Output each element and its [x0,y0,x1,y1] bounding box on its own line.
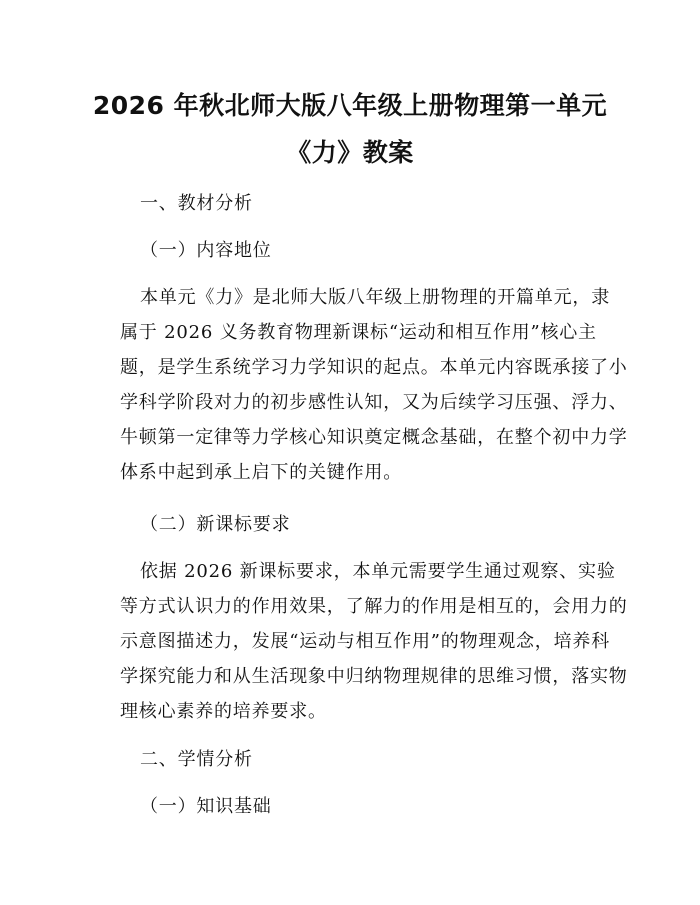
paragraph-line: 属于 2026 义务教育物理新课标“运动和相互作用”核心主 [120,322,597,343]
paragraph-line: 本单元《力》是北师大版八年级上册物理的开篇单元，隶 [140,287,610,308]
section-heading-1: 一、教材分析 [140,193,253,214]
subheading-curriculum-requirements: （二）新课标要求 [140,514,291,535]
paragraph-line: 示意图描述力，发展“运动与相互作用”的物理观念，培养科 [120,631,611,652]
paragraph-line: 体系中起到承上启下的关键作用。 [120,462,402,483]
paragraph-line: 学探究能力和从生活现象中归纳物理规律的思维习惯，落实物 [120,666,628,687]
section-heading-2: 二、学情分析 [140,749,253,770]
paragraph-line: 理核心素养的培养要求。 [120,701,327,722]
subheading-content-position: （一）内容地位 [140,240,272,261]
paragraph-line: 依据 2026 新课标要求，本单元需要学生通过观察、实验 [140,561,616,582]
document-title-line-2: 《力》教案 [286,138,414,167]
subheading-knowledge-foundation: （一）知识基础 [140,796,272,817]
paragraph-line: 学科学阶段对力的初步感性认知，又为后续学习压强、浮力、 [120,392,628,413]
document-title-line-1: 2026 年秋北师大版八年级上册物理第一单元 [92,91,608,120]
paragraph-line: 牛顿第一定律等力学核心知识奠定概念基础，在整个初中力学 [120,427,628,448]
paragraph-line: 等方式认识力的作用效果，了解力的作用是相互的，会用力的 [120,596,628,617]
paragraph-line: 题，是学生系统学习力学知识的起点。本单元内容既承接了小 [120,357,628,378]
